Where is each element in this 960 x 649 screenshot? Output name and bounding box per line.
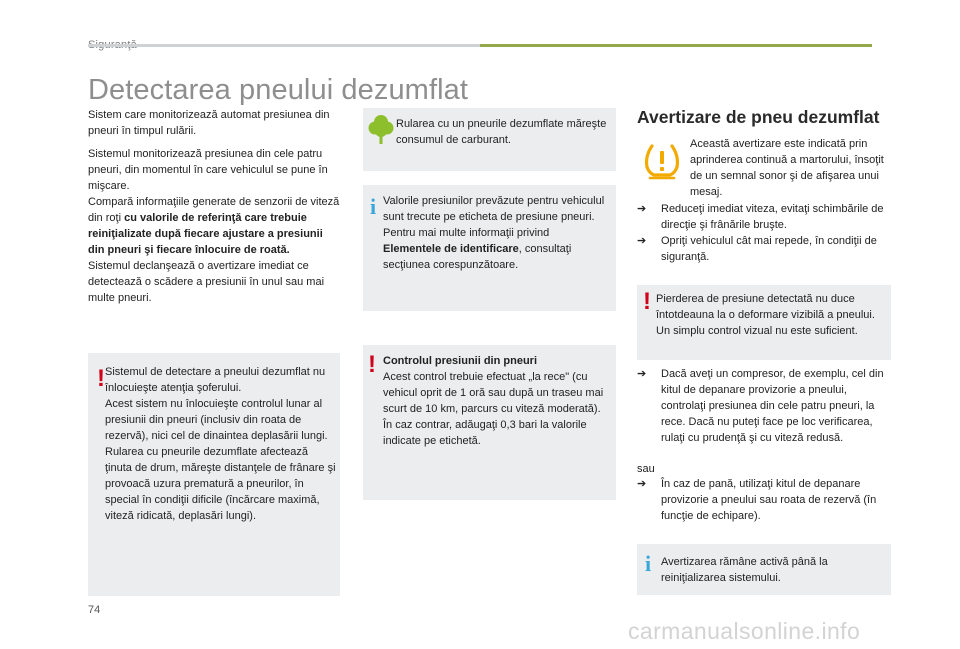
arrow-bullet-icon: ➔ bbox=[637, 235, 647, 247]
list-item-text: Reduceţi imediat viteza, evitaţi schimbările de direcţie şi frânările bruşte. bbox=[661, 203, 884, 231]
section-heading: Avertizare de pneu dezumflat bbox=[637, 107, 880, 127]
system-description-c: Sistemul declanşează o avertizare imediat ce detectează o scădere a presiunii în unul sau mai multe pneuri. bbox=[88, 260, 325, 304]
driver-attention-warning-text: Sistemul de detectare a pneului dezumflat nu înlocuieşte atenţia şoferului. Acest sistem nu înlocuieşte controlul lunar al presiunii din pneuri (inclusiv din roata de rezervă), nici cel de dinaintea deplasării lungi. Rularea cu pneurile dezumflate afectează ţinuta de drum, măreşte distanţele de frânare şi provoacă uzura prematură a pneurilor, în special în condiţii dificile (încărcare maximă, viteză ridicată, deplasări lungi). bbox=[105, 366, 336, 522]
system-description-a: Sistemul monitorizează presiunea din cele patru pneuri, din momentul în care vehiculul se pune în mişcare. bbox=[88, 148, 328, 192]
exclamation-warning-icon: ! bbox=[368, 351, 376, 378]
visual-check-warning-text: Pierderea de presiune detectată nu duce întotdeauna la o deformare vizibilă a pneului. Un simplu control vizual nu este suficient. bbox=[656, 293, 875, 337]
visual-check-warning-box bbox=[637, 285, 891, 360]
system-description bbox=[88, 146, 342, 306]
tyre-pressure-warning-icon bbox=[640, 142, 684, 180]
header-rule-grey bbox=[88, 44, 480, 47]
tyre-alert-text: Această avertizare este indicată prin aprinderea continuă a martorului, însoţit de un semnal sonor şi de afişarea unui mesaj. bbox=[690, 138, 884, 198]
eco-note-box bbox=[363, 108, 616, 171]
list-item-text: Dacă aveţi un compresor, de exemplu, cel din kitul de depanare provizorie a pneului, controlaţi presiunea din cele patru pneuri, la rece. Dacă nu puteţi face pe loc verificarea, rulaţi cu prudenţă şi cu viteză redusă. bbox=[661, 368, 884, 444]
driver-attention-warning-box bbox=[88, 353, 340, 596]
list-item-text: În caz de pană, utilizaţi kitul de depanare provizorie a pneului sau roata de rezervă (în funcţie de echipare). bbox=[661, 478, 877, 522]
pressure-check-warning-box bbox=[363, 345, 616, 500]
identification-elements-ref: Elementele de identificare bbox=[383, 243, 519, 255]
list-item-text: Opriţi vehiculul cât mai repede, în condiţii de siguranţă. bbox=[661, 235, 877, 263]
system-description-b-text: Compară informaţiile generate de senzorii de viteză din roţi bbox=[88, 196, 340, 224]
exclamation-warning-icon: ! bbox=[97, 365, 105, 392]
list-item bbox=[637, 201, 892, 233]
pressure-check-warning-text bbox=[383, 353, 613, 449]
list-item bbox=[637, 366, 892, 446]
pressure-values-info-box bbox=[363, 185, 616, 311]
pressure-check-body: Acest control trebuie efectuat „la rece" (cu vehicul oprit de 1 oră sau după un traseu mai scurt de 10 km, parcurs cu viteză moderată). În caz contrar, adăugaţi 0,3 bari la valorile indicate pe etichetă. bbox=[383, 371, 604, 447]
eco-note-text: Rularea cu un pneurile dezumflate măreşte consumul de carburant. bbox=[396, 118, 607, 146]
exclamation-warning-icon: ! bbox=[643, 288, 651, 315]
pressure-check-title: Controlul presiunii din pneuri bbox=[383, 355, 537, 367]
pressure-values-info-b bbox=[383, 225, 609, 273]
system-reset-info-box bbox=[637, 544, 891, 595]
arrow-bullet-icon: ➔ bbox=[637, 203, 647, 215]
info-icon: i bbox=[370, 194, 377, 219]
or-label: sau bbox=[637, 463, 655, 475]
intro-paragraph: Sistem care monitorizează automat presiunea din pneuri în timpul rulării. bbox=[88, 109, 330, 137]
arrow-bullet-icon: ➔ bbox=[637, 368, 647, 380]
system-description-b-bold: cu valorile de referinţă care trebuie reiniţializate după fiecare ajustare a presiunii din pneuri şi fiecare înlocuire de roată. bbox=[88, 212, 323, 256]
pressure-values-info-b-tail: , consultaţi secţiunea corespunzătoare. bbox=[383, 243, 572, 271]
info-icon: i bbox=[645, 551, 652, 576]
pressure-values-info-b-text: Pentru mai multe informaţii privind bbox=[383, 227, 550, 239]
tree-eco-icon bbox=[367, 113, 395, 145]
page-title: Detectarea pneului dezumflat bbox=[88, 74, 469, 106]
list-item bbox=[637, 476, 892, 524]
system-description-b bbox=[88, 194, 342, 258]
system-reset-info-text: Avertizarea rămâne activă până la reiniţializarea sistemului. bbox=[661, 556, 828, 584]
watermark: carmanualsonline.info bbox=[628, 618, 861, 644]
pressure-values-info-a: Valorile presiunilor prevăzute pentru vehiculul sunt trecute pe eticheta de presiune pneuri. bbox=[383, 195, 605, 223]
list-item bbox=[637, 233, 892, 265]
pressure-values-info-text bbox=[383, 193, 609, 273]
header-rule-green bbox=[480, 44, 872, 47]
page-number: 74 bbox=[88, 604, 101, 616]
arrow-bullet-icon: ➔ bbox=[637, 478, 647, 490]
